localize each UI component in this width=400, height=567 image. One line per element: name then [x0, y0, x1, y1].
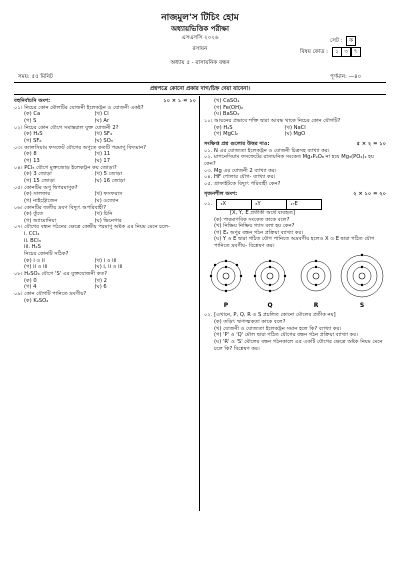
code-box	[300, 47, 361, 57]
table-note: [X, Y, E প্রতীকী অর্থে ব্যবহৃত]	[230, 209, 295, 216]
cq2-part-d: (ঘ) 'R' ও 'S' মৌলের বন্ধন গঠনকালে এর একটি যৌগের ক্ষেত্রে অষ্টক নিয়ম মেনে চলে কি? বিশ্লেষণ কর।	[214, 339, 383, 352]
atom-q	[254, 260, 286, 292]
q10-opt-d: (ঘ) MgO	[284, 131, 306, 138]
q5-opt-c: (গ) নাইট্রোজেন	[24, 197, 58, 204]
q3-opt-d: (ঘ) 17	[94, 157, 111, 164]
q9-opt-a: (ক) K₂SO₄	[24, 297, 49, 304]
set-box	[330, 36, 356, 46]
atom-s	[341, 254, 383, 297]
cq1-part-b: (খ) নিষ্ক্রিয় নিষ্ক্রিয় গ্যাস বলা হয় কেন?	[214, 223, 295, 230]
short-q2: ০২. মাগনেসিয়াম ফসফেটের রাসায়নিক সংকেত Mg₃P₂O₈ না হয়ে Mg₃(PO₄)₂ হয় কেন?	[204, 154, 374, 167]
q3: ০৩। ক্যালসিয়াম ফসফেট যৌগের অণুতে কতটি পরমাণু বিদ্যমান?	[14, 144, 147, 151]
short-q1: ০১. N এর যোজ্যতা ইলেকট্রন ও যোজনী চিত্রসহ ব্যাখ্যা কর।	[204, 147, 330, 154]
exam-title: অধ্যায়ভিত্তিক পরীক্ষা	[170, 25, 230, 33]
org-title: নাজমুল'স টিচিং হোম	[161, 13, 239, 23]
q6-opt-c: (গ) অ্যামোনিয়া	[24, 217, 57, 224]
atom-label-s: S	[359, 301, 365, 309]
q2-opt-a: (ক) H₂S	[24, 131, 43, 138]
cq2-intro: [এখানে, P, Q, R ও S প্রচলিত কোনো মৌলের প্রতীক নয়]	[214, 312, 336, 319]
q9: ০৯। কোন যৌগটি পানিতে দ্রবণীয়?	[14, 291, 87, 298]
q6-opt-a: (ক) তুঁতে	[24, 211, 44, 218]
q8-opt-a: (ক) 0	[24, 277, 37, 284]
notice: প্রশ্নপত্রে কোনো প্রকার দাগ/চিহ্ন দেয়া যাবেনা।	[149, 86, 251, 92]
level: এসএসসি ২০২৬	[181, 35, 219, 41]
mcq-title: বহুনির্বাচনি অংশ:	[14, 98, 51, 104]
short-q3: ০৩. Mg এর যোজনী 2 ব্যাখ্যা কর।	[204, 167, 277, 174]
q7-opt-b: (খ) i ও iii	[94, 257, 117, 264]
subject: রসায়ন	[192, 46, 208, 52]
right-column	[204, 98, 386, 352]
atom-diagrams	[204, 252, 386, 310]
cq1-part-c: (গ) E₂ অণুর বন্ধন গঠন প্রক্রিয়া ব্যাখ্যা কর।	[214, 229, 304, 236]
q4-opt-b: (খ) 5 জোড়া	[94, 171, 123, 178]
q6-opt-b: (খ) চিনি	[94, 211, 113, 218]
q2-opt-b: (খ) SF₄	[94, 131, 112, 138]
q7-opt-d: (ঘ) i, ii ও iii	[94, 264, 123, 271]
q8-opt-b: (খ) 2	[94, 277, 107, 284]
atom-label-p: P	[223, 301, 229, 309]
code-digit-3: ৭	[351, 47, 361, 57]
q7-item-3: iii. H₂S	[24, 244, 41, 251]
atom-p	[210, 260, 242, 292]
set-label: সেট :	[330, 38, 343, 44]
q8-opt-d: (ঘ) 6	[94, 284, 107, 291]
short-score: ৫ × ২ = ১০	[356, 140, 386, 147]
q3-opt-b: (খ) 11	[94, 151, 111, 158]
q4-opt-a: (ক) 3 জোড়া	[24, 171, 52, 178]
cq1-part-d: (ঘ) Y ও E দ্বারা গঠিত যৌগ পানিতে অদ্রবণীয় হলেও X ও E দ্বারা গঠিত যৌগ পানিতে দ্রবণীয়- বিশ্লেষণ কর।	[214, 236, 375, 250]
set-value: ক	[346, 36, 356, 46]
q6: ০৬। কোনটির জলীয় দ্রবণ বিদ্যুৎ অপরিবাহী?	[14, 204, 106, 211]
atom-r	[301, 260, 331, 291]
element-table	[216, 199, 322, 210]
time: সময়: ৫৫ মিনিট	[18, 74, 53, 80]
cq2-part-c: (গ) 'P' ও 'Q' মৌল দ্বারা গঠিত যৌগের বন্ধন গঠন প্রক্রিয়া ব্যাখ্যা কর।	[214, 332, 358, 339]
q10-opt-b: (খ) NaCl	[284, 124, 306, 131]
creative-score: ২ × ১০ = ২০	[353, 190, 386, 197]
q7: ০৭। যৌগের বন্ধন গঠনের ক্ষেত্রে কেন্দ্রীয় পরমাণু অষ্টক এর নিয়ম মেনে চলে-	[14, 224, 170, 231]
q4-opt-d: (ঘ) 16 জোড়া	[94, 177, 126, 184]
column-divider	[199, 96, 200, 511]
q8: ০৮। H₂SO₄ যৌগে 'S' এর যুক্তযোজনী কত?	[14, 271, 108, 278]
cq2-part-a: (ক) তড়িৎ ঋণাত্মকতা কাকে বলে?	[214, 319, 286, 326]
mcq-score: ১০ × ১ = ১০	[163, 98, 196, 104]
q1-opt-d: (ঘ) Ar	[94, 117, 110, 124]
q5-opt-a: (ক) সালফার	[24, 191, 51, 198]
code-digit-1: ১	[332, 47, 342, 57]
code-label: বিষয় কোড :	[300, 49, 328, 55]
q4: ০৪। PCl₅ যৌগে মুক্তজোড় ইলেকট্রন কয় জোড়া?	[14, 164, 117, 171]
q8-opt-c: (গ) 4	[24, 284, 37, 291]
q2-opt-d: (ঘ) SO₃	[94, 137, 113, 144]
divider-notice	[14, 94, 386, 95]
q9-opt-b: (খ) CaSO₄	[214, 98, 240, 104]
q9-opt-d: (ঘ) BaSO₄	[214, 111, 240, 118]
creative-title: সৃজনশীল অংশ:	[204, 190, 238, 197]
q6-opt-d: (ঘ) ভিনেগার	[94, 217, 122, 224]
q10: ১০। আয়নের প্রভাবে শক্তি দ্বারা আবদ্ধ থাকে নিচের কোন যৌগটি?	[204, 117, 341, 124]
q7-opt-a: (ক) i ও ii	[24, 257, 45, 264]
q1: ০১। নিচের কোন মৌলটির যোজনী ইলেকট্রন ও যোজনী একই?	[14, 104, 144, 111]
q2: ০২। নিচের কোন যৌগে সমান্তরাল যুক্ত যোজনী 2?	[14, 124, 119, 131]
marks: পূর্ণমান: —৪০	[330, 74, 362, 80]
q1-opt-a: (ক) Ca	[24, 111, 41, 118]
q3-opt-c: (গ) 13	[24, 157, 40, 164]
element-x: ₃X	[217, 200, 252, 210]
cq2-number: ০২.	[204, 312, 213, 319]
divider-top	[14, 82, 386, 83]
q7-item-1: i. CCl₄	[24, 231, 40, 238]
chapter: অধ্যায় ৫ - রাসায়নিক বন্ধন	[170, 60, 230, 66]
cq2-part-b: (খ) যোজনী ও যোজ্যতা ইলেকট্রন সমান হলে কি? ব্যাখ্যা কর।	[214, 325, 342, 332]
q1-opt-b: (খ) Cl	[94, 111, 109, 118]
atom-label-q: Q	[267, 301, 273, 309]
mcq-section	[14, 98, 196, 304]
q1-opt-c: (গ) S	[24, 117, 37, 124]
q7-item-2: ii. BCl₃	[24, 237, 41, 244]
q10-opt-a: (ক) H₂S	[214, 124, 233, 131]
short-q4: ০৪. HF পোলার যৌগ- ব্যাখ্যা কর।	[204, 174, 276, 181]
short-q5: ০৫. গ্রাফাইটকে বিদ্যুৎ পরিবাহী কেন?	[204, 180, 281, 187]
atom-label-r: R	[313, 301, 319, 309]
short-title: সংক্ষিপ্ত প্রশ্ন গুলোর উত্তর দাও:	[204, 140, 270, 147]
cq1-number: ০১.	[204, 201, 213, 208]
q9-opt-c: (গ) Fe(OH)₂	[214, 104, 244, 111]
q2-opt-c: (গ) SF₆	[24, 137, 42, 144]
q5-opt-d: (ঘ) ওজোন	[94, 197, 119, 204]
q3-opt-a: (ক) 8	[24, 151, 37, 158]
q4-opt-c: (গ) 15 জোড়া	[24, 177, 55, 184]
code-digit-2: ৩	[341, 47, 351, 57]
q7-opt-c: (গ) ii ও iii	[24, 264, 48, 271]
cq1-part-a: (ক) পারমাণবিক সংকেত কাকে বলে?	[214, 216, 290, 223]
q7-ask: নিচের কোনটি সঠিক?	[24, 251, 69, 258]
element-y: ₈Y	[252, 200, 287, 210]
element-e: ₁₇E	[287, 200, 322, 210]
q10-opt-c: (গ) MgCl₂	[214, 131, 239, 138]
q5: ০৫। কোনটির অণু দ্বিপরমাণুক?	[14, 184, 78, 191]
q5-opt-b: (খ) ফসফরাস	[94, 191, 123, 198]
